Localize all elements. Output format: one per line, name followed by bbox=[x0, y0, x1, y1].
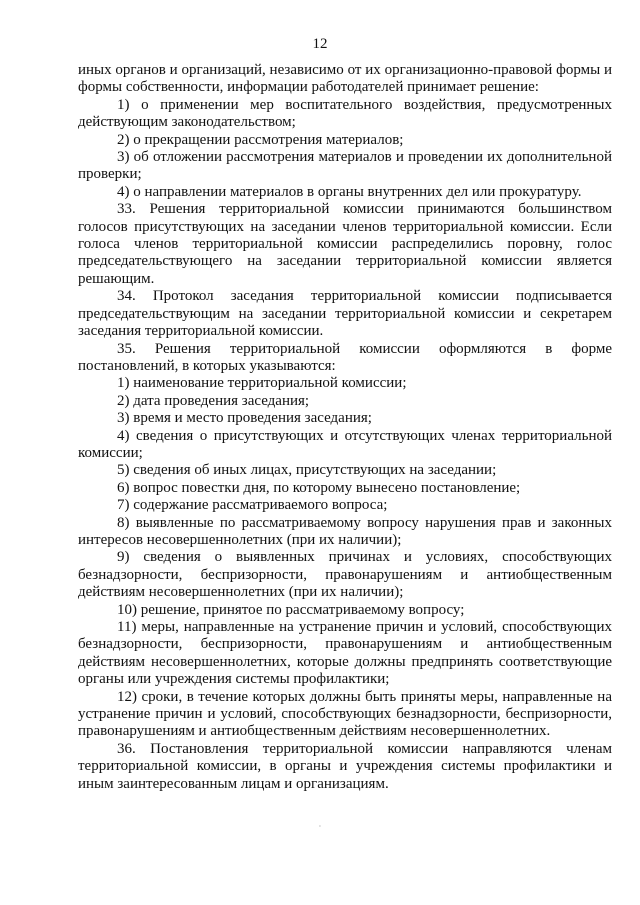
paragraph: 34. Протокол заседания территориальной комиссии подписывается председательствующим на заседании территориальной комиссии и секретарем заседания территориальной комиссии. bbox=[78, 288, 612, 340]
paragraph: иных органов и организаций, независимо от их организационно-правовой формы и формы собственности, информации работодателей принимает решение: bbox=[78, 62, 612, 96]
paragraph: 6) вопрос повестки дня, по которому вынесено постановление; bbox=[117, 479, 521, 496]
paragraph: 8) выявленные по рассматриваемому вопросу нарушения прав и законных интересов несовершеннолетних (при их наличии); bbox=[78, 514, 612, 548]
paragraph: 2) дата проведения заседания; bbox=[117, 392, 310, 409]
paragraph: 9) сведения о выявленных причинах и условиях, способствующих безнадзорности, беспризорности, правонарушениям и антиобщественным действиям несовершеннолетних (при их наличии); bbox=[78, 549, 612, 601]
paragraph: 4) сведения о присутствующих и отсутствующих членах территориальной комиссии; bbox=[78, 427, 612, 461]
paragraph: 1) наименование территориальной комиссии; bbox=[117, 375, 407, 392]
document-body bbox=[78, 62, 612, 793]
paragraph: 12) сроки, в течение которых должны быть приняты меры, направленные на устранение причин и условий, способствующих безнадзорности, беспризорности, правонарушениям и антиобщественным действиям несовершеннолетних. bbox=[78, 688, 612, 740]
paragraph: 35. Решения территориальной комиссии оформляются в форме постановлений, в которых указываются: bbox=[78, 340, 612, 374]
paragraph: 5) сведения об иных лицах, присутствующих на заседании; bbox=[117, 462, 497, 479]
scan-mark: · bbox=[318, 822, 322, 831]
paragraph: 33. Решения территориальной комиссии принимаются большинством голосов присутствующих на заседании членов территориальной комиссии. Если голоса членов территориальной комиссии распределились поровну, голос председательствующего на заседании территориальной комиссии является решающим. bbox=[78, 201, 612, 287]
paragraph: 10) решение, принятое по рассматриваемому вопросу; bbox=[117, 601, 465, 618]
paragraph: 11) меры, направленные на устранение причин и условий, способствующих безнадзорности, беспризорности, правонарушениям и антиобщественным действиям несовершеннолетних, которые должны предпринять соответствующие органы или учреждения системы профилактики; bbox=[78, 619, 612, 688]
paragraph: 3) об отложении рассмотрения материалов и проведении их дополнительной проверки; bbox=[78, 149, 612, 183]
paragraph: 36. Постановления территориальной комиссии направляются членам территориальной комиссии, в органы и учреждения системы профилактики и иным заинтересованным лицам и организациям. bbox=[78, 740, 612, 792]
page-number: 12 bbox=[312, 36, 328, 52]
paragraph: 7) содержание рассматриваемого вопроса; bbox=[117, 497, 388, 514]
paragraph: 4) о направлении материалов в органы внутренних дел или прокуратуру. bbox=[117, 183, 582, 200]
paragraph: 2) о прекращении рассмотрения материалов; bbox=[117, 131, 404, 148]
paragraph: 3) время и место проведения заседания; bbox=[117, 410, 372, 427]
paragraph: 1) о применении мер воспитательного воздействия, предусмотренных действующим законодательством; bbox=[78, 96, 612, 131]
